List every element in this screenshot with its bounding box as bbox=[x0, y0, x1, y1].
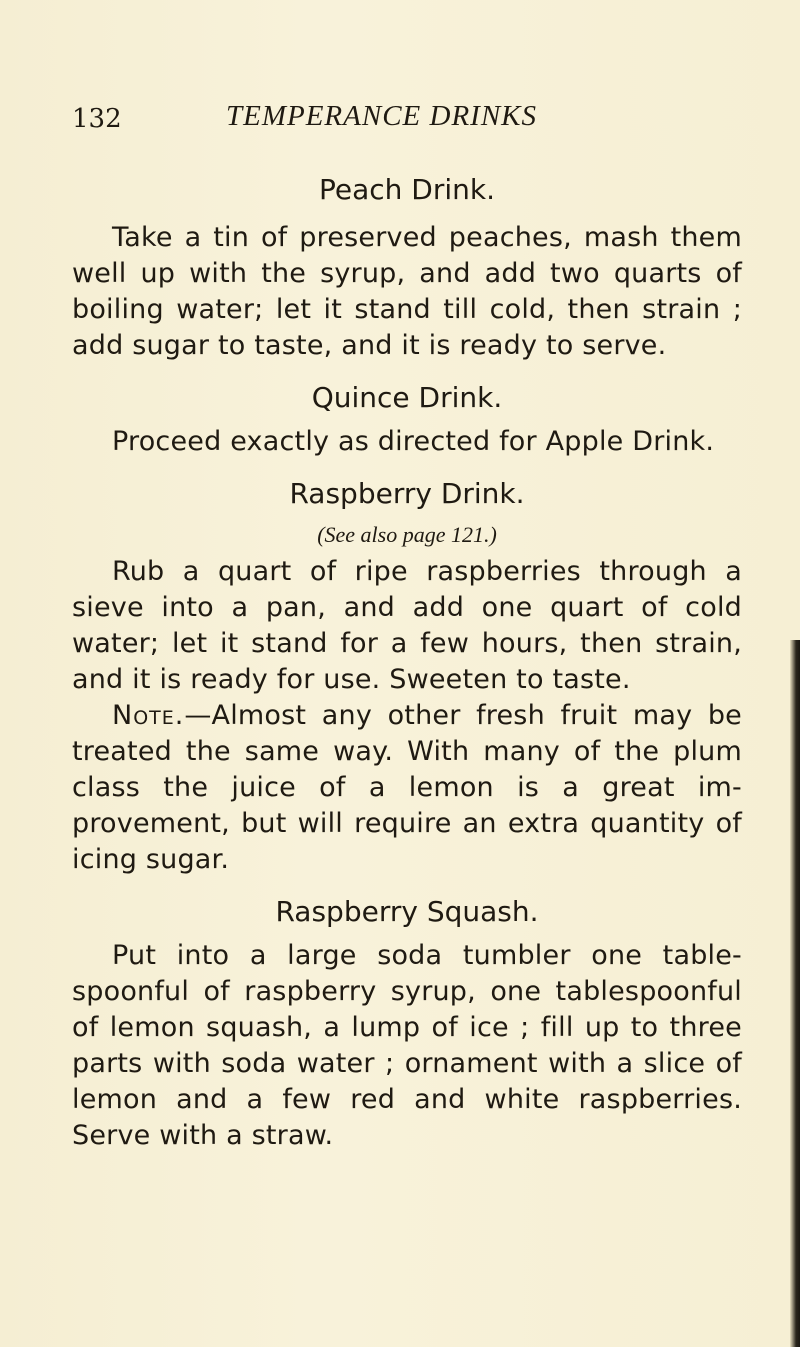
page-edge-shadow bbox=[790, 640, 800, 1347]
note-label: Note. bbox=[112, 700, 185, 731]
recipe-raspberry-squash: Put into a large soda tumbler one table-spoonful of raspberry syrup, one tablespoonful of lemon squash, a lump of ice ; fill up to three parts with soda water ; ornament with a slice of lemon and a few red and white raspberries. Serve with a straw. bbox=[72, 940, 742, 1151]
see-also-text: (See also page 121.) bbox=[317, 522, 497, 547]
heading-raspberry-squash: Raspberry Squash. bbox=[275, 895, 539, 928]
running-head bbox=[72, 100, 752, 140]
recipe-quince-drink: Proceed exactly as directed for Apple Drink. bbox=[112, 426, 715, 457]
note-body: —Almost any other fresh fruit may be treated the same way. With many of the plum class the juice of a lemon is a great im-provement, but will require an extra quantity of icing sugar. bbox=[72, 700, 742, 875]
running-title: TEMPERANCE DRINKS bbox=[226, 100, 538, 132]
page-content bbox=[72, 170, 742, 1154]
recipe-peach-drink: Take a tin of preserved peaches, mash them well up with the syrup, and add two quarts of boiling water; let it stand till cold, then strain ; add sugar to taste, and it is ready to serve. bbox=[72, 222, 742, 361]
heading-raspberry-drink: Raspberry Drink. bbox=[289, 477, 525, 510]
page-number: 132 bbox=[72, 104, 122, 134]
heading-peach-drink: Peach Drink. bbox=[318, 173, 496, 206]
note-paragraph bbox=[72, 698, 742, 878]
recipe-raspberry-drink: Rub a quart of ripe raspberries through a sieve into a pan, and add one quart of cold water; let it stand for a few hours, then strain, and it is ready for use. Sweeten to taste. bbox=[72, 556, 742, 695]
heading-quince-drink: Quince Drink. bbox=[311, 381, 503, 414]
see-also-reference bbox=[72, 518, 742, 552]
